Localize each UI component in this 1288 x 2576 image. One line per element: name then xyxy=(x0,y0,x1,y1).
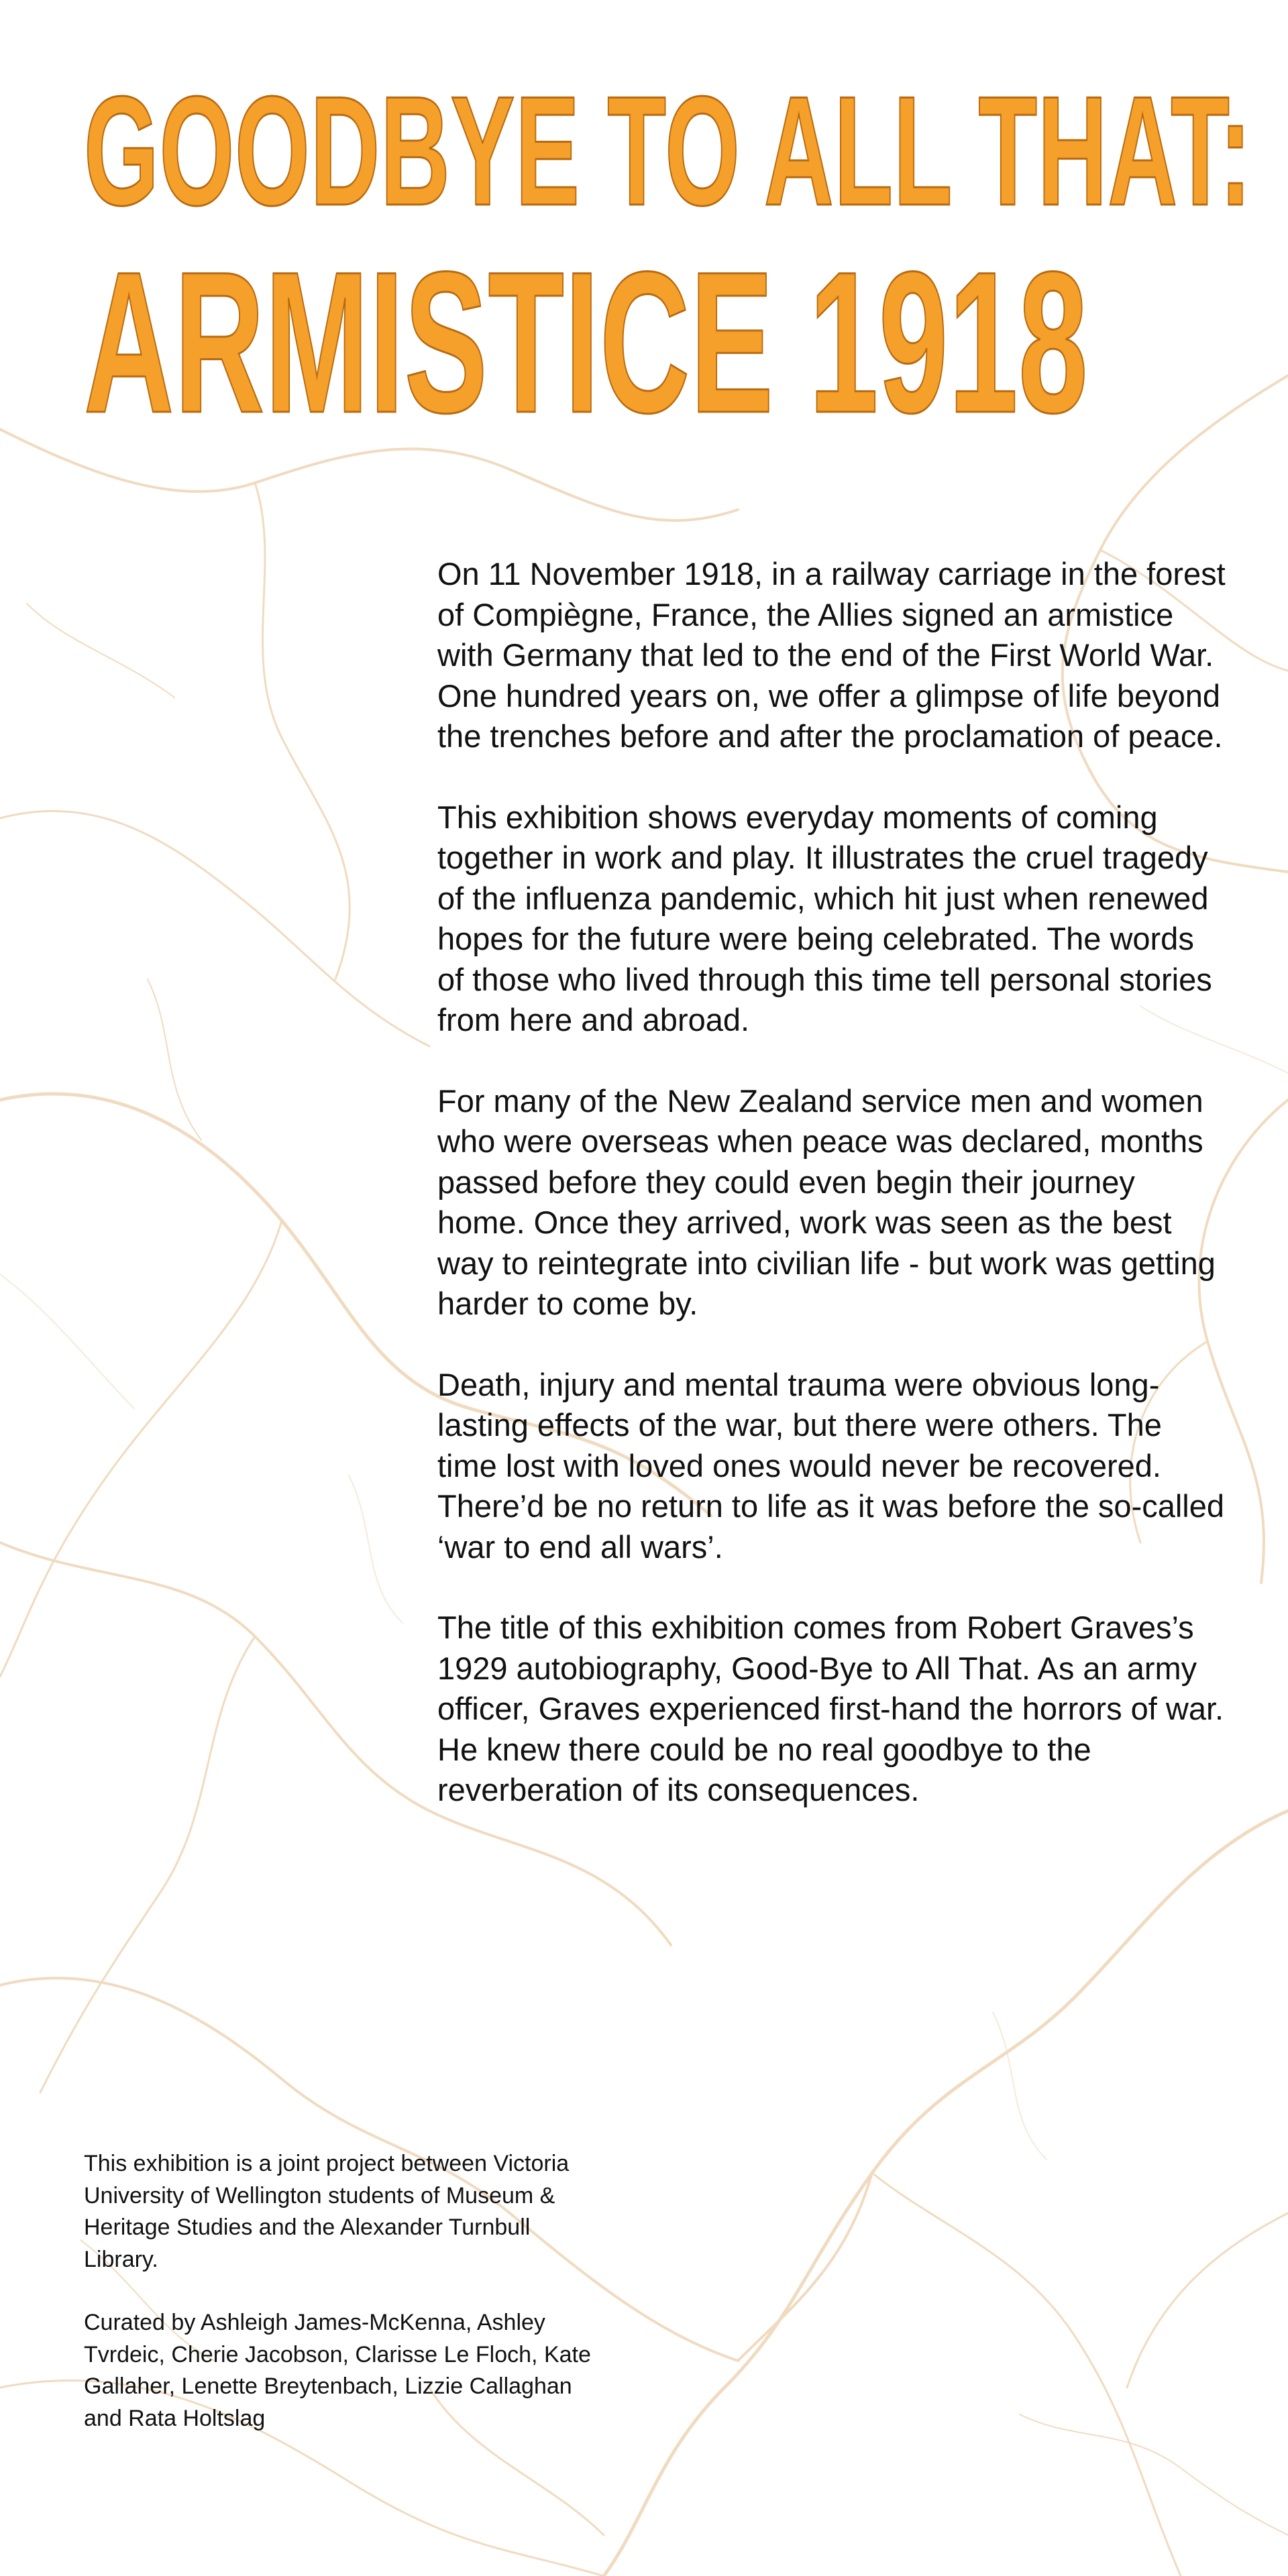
paragraph-armistice: On 11 November 1918, in a railway carriage in the forest of Compiègne, France, the Allies signed an armistice with Germany that led to the end of the First World War. One hundred years on, we offer a glimpse of life beyond the trenches before and after the proclamation of peace. xyxy=(437,556,1226,754)
exhibition-title xyxy=(84,64,1252,455)
title-line-2: ARMISTICE 1918 xyxy=(84,229,1089,455)
introduction-text xyxy=(437,554,1229,1851)
title-line-1: GOODBYE TO ALL THAT: xyxy=(84,64,1252,238)
paragraph-exhibition: This exhibition shows everyday moments of coming together in work and play. It illustrates the cruel tragedy of the influenza pandemic, which hit just when renewed hopes for the future were being celebrated. The words of those who lived through this time tell personal stories from here and abroad. xyxy=(437,799,1212,1038)
paragraph-title-origin: The title of this exhibition comes from Robert Graves’s 1929 autobiography, Good-Bye to All That. As an army officer, Graves experienced first-hand the horrors of war. He knew there could be no real goodbye to the reverberation of its consequences. xyxy=(437,1610,1224,1807)
credits xyxy=(84,2148,594,2466)
credits-curators: Curated by Ashleigh James-McKenna, Ashley Tvrdeic, Cherie Jacobson, Clarisse Le Floch, Kate Gallaher, Lenette Breytenbach, Lizzie Callaghan and Rata Holtslag xyxy=(84,2310,591,2431)
paragraph-service-men: For many of the New Zealand service men and women who were overseas when peace was declared, months passed before they could even begin their journey home. Once they arrived, work was seen as the best way to reintegrate into civilian life - but work was getting harder to come by. xyxy=(437,1082,1216,1321)
credits-project: This exhibition is a joint project between Victoria University of Wellington students of Museum & Heritage Studies and the Alexander Turnbull Library. xyxy=(84,2151,570,2272)
paragraph-effects: Death, injury and mental trauma were obvious long-lasting effects of the war, but there were others. The time lost with loved ones would never be recovered. There’d be no return to life as it was before the so-called ‘war to end all wars’. xyxy=(437,1366,1225,1565)
